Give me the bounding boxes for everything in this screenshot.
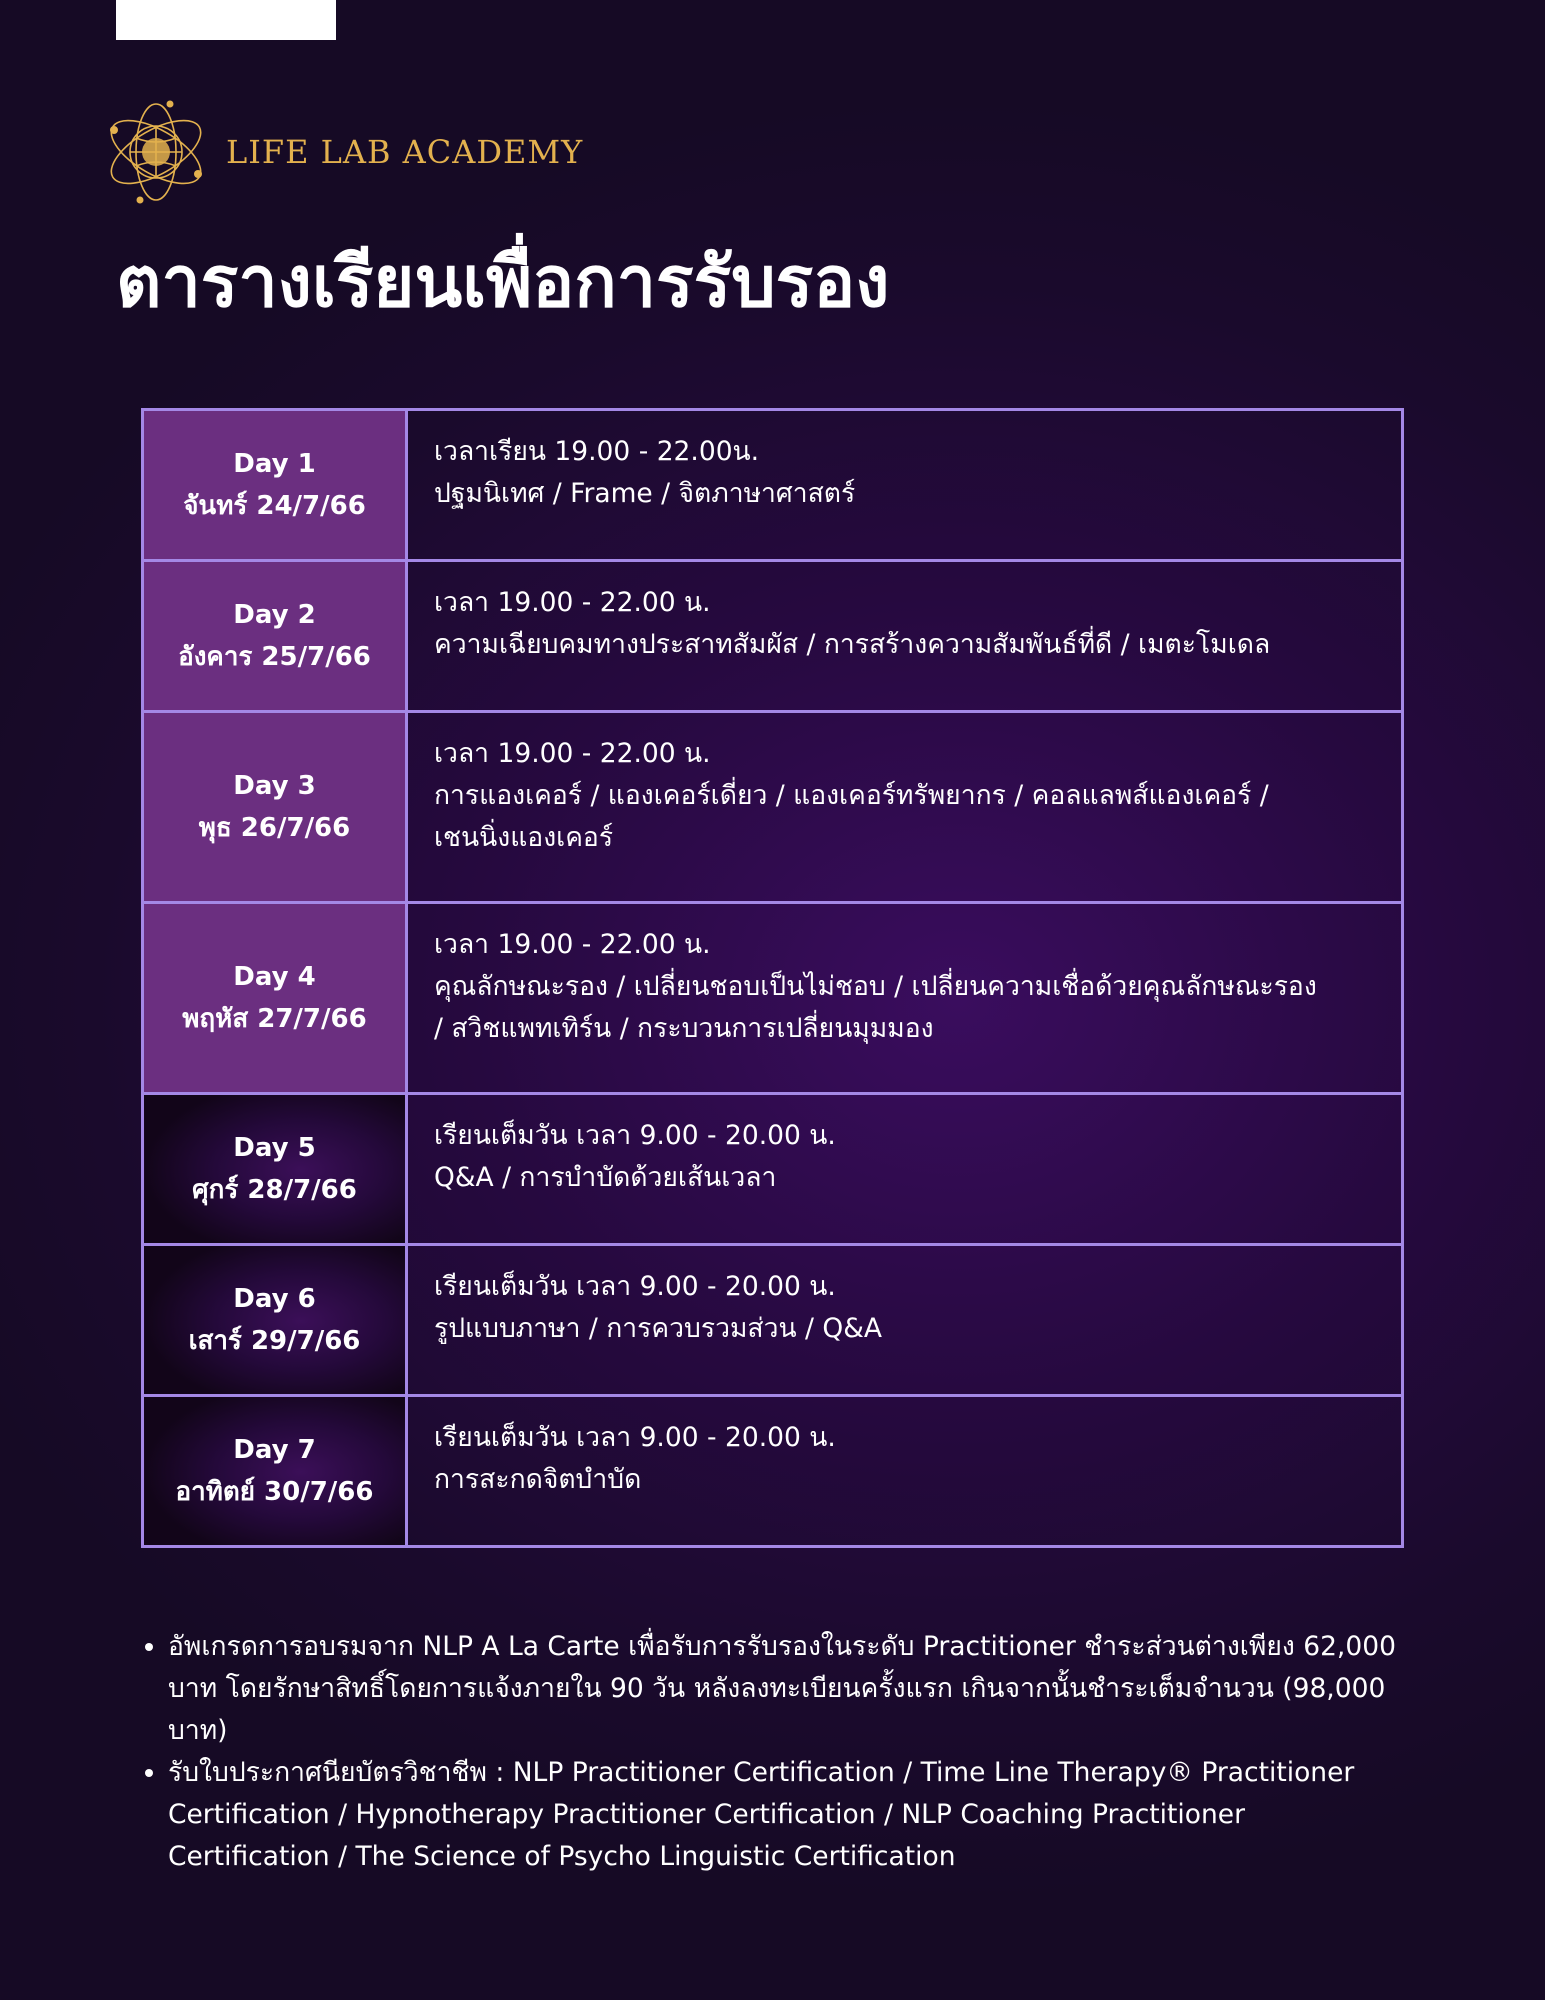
session-topics: ความเฉียบคมทางประสาทสัมผัส / การสร้างความสัมพันธ์ที่ดี / เมตะโมเดล xyxy=(434,629,1271,660)
session-time: เรียนเต็มวัน เวลา 9.00 - 20.00 น. xyxy=(434,1271,836,1302)
day-date: ศุกร์ 28/7/66 xyxy=(192,1175,357,1205)
day-date: พุธ 26/7/66 xyxy=(198,813,351,843)
day-cell xyxy=(143,410,407,561)
day-cell xyxy=(143,1245,407,1396)
session-details xyxy=(407,561,1403,712)
day-cell xyxy=(143,1094,407,1245)
session-time: เวลา 19.00 - 22.00 น. xyxy=(434,587,711,618)
session-topics: รูปแบบภาษา / การควบรวมส่วน / Q&A xyxy=(434,1313,883,1344)
note-item: • รับใบประกาศนียบัตรวิชาชีพ : NLP Practitioner Certification / Time Line Therapy® Practitioner Certification / Hypnotherapy Practitioner Certification / NLP Coaching Practitioner Certification / The Science of Psycho Linguistic Certification xyxy=(168,1752,1408,1878)
session-time: เรียนเต็มวัน เวลา 9.00 - 20.00 น. xyxy=(434,1422,836,1453)
brand-header xyxy=(100,96,583,208)
session-topics: ปฐมนิเทศ / Frame / จิตภาษาศาสตร์ xyxy=(434,478,856,509)
session-topics: การแองเคอร์ / แองเคอร์เดี่ยว / แองเคอร์ทรัพยากร / คอลแลพส์แองเคอร์ / เชนนิ่งแองเคอร์ xyxy=(434,780,1269,853)
schedule-table xyxy=(141,408,1404,1548)
session-details xyxy=(407,1396,1403,1547)
day-cell xyxy=(143,903,407,1094)
session-topics: การสะกดจิตบำบัด xyxy=(434,1464,642,1495)
day-cell xyxy=(143,712,407,903)
table-row xyxy=(143,712,1403,903)
session-topics: คุณลักษณะรอง / เปลี่ยนชอบเป็นไม่ชอบ / เปลี่ยนความเชื่อด้วยคุณลักษณะรอง / สวิชแพทเทิร์น / กระบวนการเปลี่ยนมุมมอง xyxy=(434,971,1317,1044)
session-time: เวลาเรียน 19.00 - 22.00น. xyxy=(434,436,760,467)
day-label: Day 2 xyxy=(233,600,316,630)
globe-orbit-logo-icon xyxy=(100,96,212,208)
session-time: เวลา 19.00 - 22.00 น. xyxy=(434,738,711,769)
day-cell xyxy=(143,1396,407,1547)
day-date: พฤหัส 27/7/66 xyxy=(182,1004,367,1034)
day-cell xyxy=(143,561,407,712)
day-label: Day 1 xyxy=(233,449,316,479)
session-details xyxy=(407,712,1403,903)
session-details xyxy=(407,1094,1403,1245)
day-date: เสาร์ 29/7/66 xyxy=(188,1326,361,1356)
session-details xyxy=(407,903,1403,1094)
day-date: จันทร์ 24/7/66 xyxy=(183,491,366,521)
day-label: Day 5 xyxy=(233,1133,316,1163)
session-topics: Q&A / การบำบัดด้วยเส้นเวลา xyxy=(434,1162,777,1193)
table-row xyxy=(143,410,1403,561)
top-white-tab xyxy=(116,0,336,40)
session-details xyxy=(407,410,1403,561)
day-label: Day 4 xyxy=(233,962,316,992)
brand-name: LIFE LAB ACADEMY xyxy=(226,133,584,171)
table-row xyxy=(143,561,1403,712)
table-row xyxy=(143,1094,1403,1245)
day-label: Day 7 xyxy=(233,1435,316,1465)
day-label: Day 6 xyxy=(233,1284,316,1314)
day-date: อาทิตย์ 30/7/66 xyxy=(175,1477,374,1507)
session-time: เรียนเต็มวัน เวลา 9.00 - 20.00 น. xyxy=(434,1120,836,1151)
page-title: ตารางเรียนเพื่อการรับรอง xyxy=(116,241,890,323)
table-row xyxy=(143,1245,1403,1396)
table-row xyxy=(143,1396,1403,1547)
session-details xyxy=(407,1245,1403,1396)
notes-list xyxy=(126,1626,1408,1878)
session-time: เวลา 19.00 - 22.00 น. xyxy=(434,929,711,960)
day-label: Day 3 xyxy=(233,771,316,801)
day-date: อังคาร 25/7/66 xyxy=(178,642,371,672)
note-item: • อัพเกรดการอบรมจาก NLP A La Carte เพื่อรับการรับรองในระดับ Practitioner ชำระส่วนต่างเพียง 62,000 บาท โดยรักษาสิทธิ์โดยการแจ้งภายใน 90 วัน หลังลงทะเบียนครั้งแรก เกินจากนั้นชำระเต็มจำนวน (98,000 บาท) xyxy=(168,1626,1408,1752)
table-row xyxy=(143,903,1403,1094)
